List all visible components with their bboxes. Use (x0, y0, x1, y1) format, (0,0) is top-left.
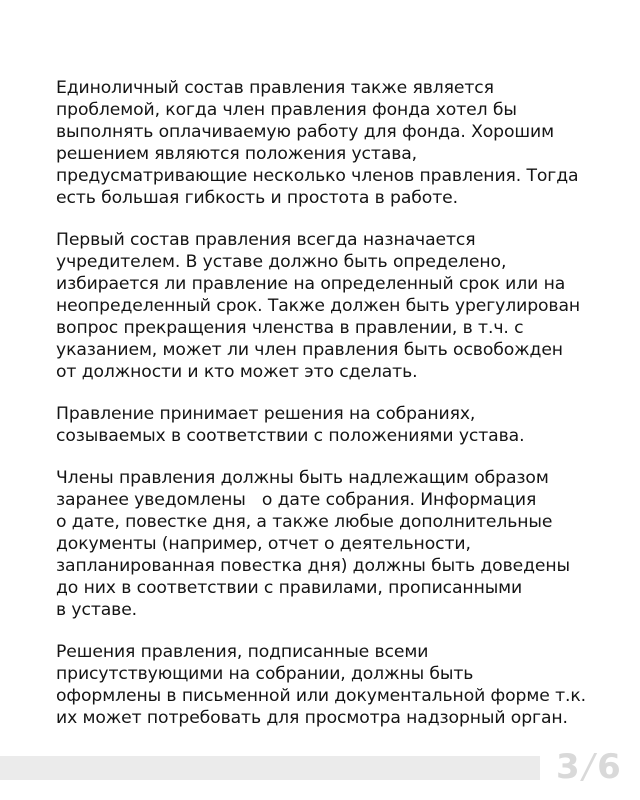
text-line: проблемой, когда член правления фонда хотел бы (56, 100, 517, 120)
text-line: неопределенный срок. Также должен быть урегулирован (56, 296, 581, 316)
text-line: предусматривающие несколько членов правления. Тогда (56, 166, 579, 186)
text-line: документы (например, отчет о деятельности, (56, 534, 471, 554)
paragraph-4 (56, 467, 604, 621)
text-line: присутствующими на собрании, должны быть (56, 664, 474, 684)
text-line: заранее уведомлены о дате собрания. Информация (56, 490, 537, 510)
text-line: Первый состав правления всегда назначается (56, 230, 476, 250)
paragraph-1 (56, 77, 604, 209)
text-line: решением являются положения устава, (56, 144, 418, 164)
text-line: Решения правления, подписанные всеми (56, 642, 429, 662)
text-line: Члены правления должны быть надлежащим образом (56, 468, 549, 488)
text-line: их может потребовать для просмотра надзорный орган. (56, 708, 568, 728)
total-pages: 6 (597, 747, 622, 787)
page-separator: / (582, 747, 596, 787)
text-line: учредителем. В уставе должно быть определено, (56, 252, 507, 272)
paragraph-2 (56, 229, 604, 383)
text-line: есть большая гибкость и простота в работе. (56, 188, 458, 208)
text-line: указанием, может ли член правления быть освобожден (56, 340, 563, 360)
text-line: от должности и кто может это сделать. (56, 362, 418, 382)
document-body (56, 77, 604, 749)
text-line: запланированная повестка дня) должны быть доведены (56, 556, 570, 576)
text-line: до них в соответствии с правилами, прописанными (56, 578, 523, 598)
text-line: Единоличный состав правления также является (56, 78, 494, 98)
text-line: вопрос прекращения членства в правлении, в т.ч. с (56, 318, 524, 338)
text-line: оформлены в письменной или документальной форме т.к. (56, 686, 586, 706)
text-line: выполнять оплачиваемую работу для фонда. Хорошим (56, 122, 554, 142)
text-line: о дате, повестке дня, а также любые дополнительные (56, 512, 553, 532)
page-indicator (556, 744, 622, 790)
current-page: 3 (556, 747, 581, 787)
footer-bar (0, 756, 540, 780)
paragraph-5 (56, 641, 604, 729)
text-line: избирается ли правление на определенный срок или на (56, 274, 566, 294)
paragraph-3 (56, 403, 604, 447)
text-line: Правление принимает решения на собраниях, (56, 404, 476, 424)
text-line: в уставе. (56, 600, 138, 620)
text-line: созываемых в соответствии с положениями устава. (56, 426, 525, 446)
